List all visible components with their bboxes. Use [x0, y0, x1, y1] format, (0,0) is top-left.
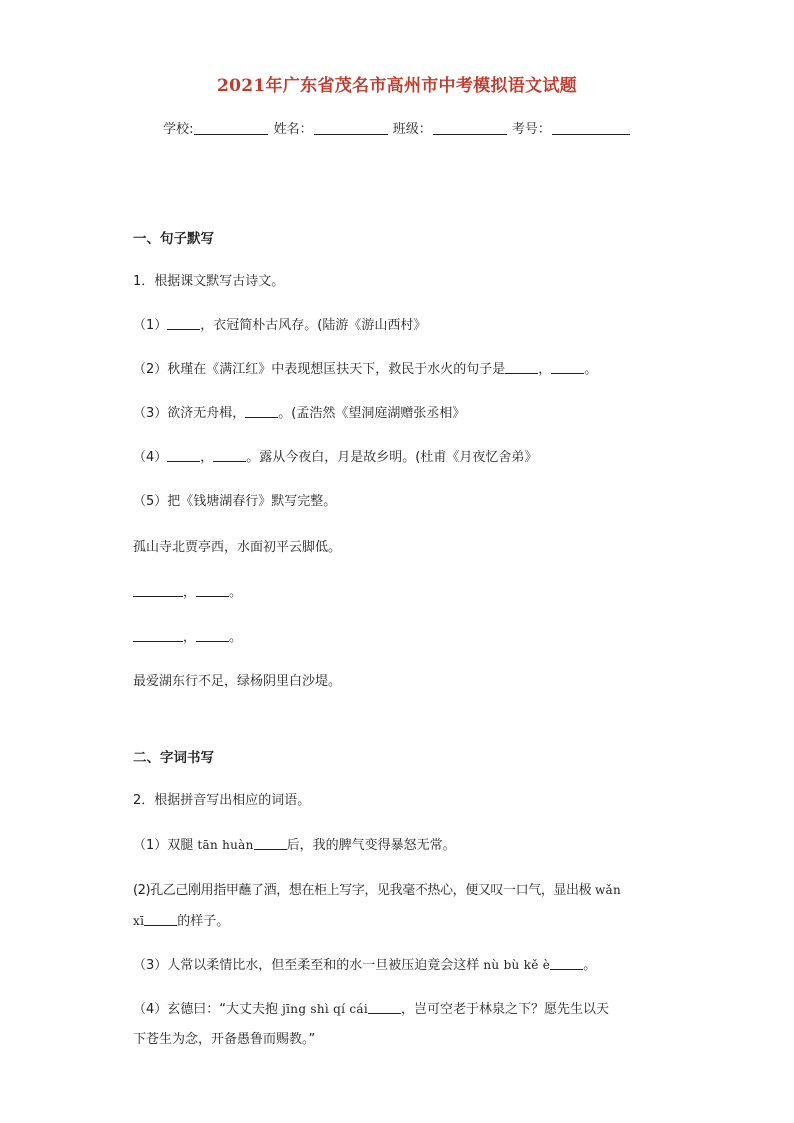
sub-question-text: （3）人常以柔情比水，但至柔至和的水一旦被压迫竟会这样: [133, 958, 484, 973]
answer-blank[interactable]: [167, 317, 200, 330]
sub-question-2-cont: [133, 912, 673, 931]
sub-question-text: 。: [584, 362, 598, 377]
sub-question-text: 。: [583, 958, 597, 973]
punctuation: ，: [183, 585, 197, 600]
school-label: 学校:: [163, 122, 194, 137]
pinyin: tān huàn: [197, 838, 254, 852]
answer-blank[interactable]: [368, 1001, 401, 1014]
pinyin: xī: [133, 914, 145, 928]
sub-question-1: [133, 317, 673, 335]
poem-blank-row: [133, 629, 673, 647]
answer-blank[interactable]: [245, 405, 278, 418]
name-label: 姓名：: [273, 122, 313, 137]
sub-question-4-cont: 下苍生为念，开备愚鲁而赐教。”: [133, 1032, 316, 1047]
school-blank[interactable]: [194, 122, 268, 135]
section-heading: 一、句子默写: [133, 231, 214, 247]
sub-question-1: [133, 836, 673, 855]
sub-question-text: （2）秋瑾在《满江红》中表现想匡扶天下，救民于水火的句子是: [133, 362, 506, 377]
question-stem: 2．根据拼音写出相应的词语。: [133, 793, 311, 808]
answer-blank[interactable]: [213, 449, 246, 462]
sub-question-text: ，: [538, 362, 552, 377]
sub-question-text: 的样子。: [177, 914, 230, 929]
sub-question-text: 。露从今夜白，月是故乡明。(杜甫《月夜忆舍弟》: [246, 450, 538, 465]
pinyin: wǎn: [594, 883, 622, 897]
pinyin: jīng shì qí cái: [282, 1002, 369, 1016]
exam-no-blank[interactable]: [552, 122, 630, 135]
sub-question-text: 。(孟浩然《望洞庭湖赠张丞相》: [278, 406, 466, 421]
sub-question-text: （3）欲济无舟楫，: [133, 406, 246, 421]
answer-blank[interactable]: [133, 584, 183, 597]
poem-line: 孤山寺北贾亭西，水面初平云脚低。: [133, 540, 342, 555]
poem-blank-row: [133, 584, 673, 602]
question-stem: 1．根据课文默写古诗文。: [133, 274, 285, 289]
sub-question-5: （5）把《钱塘湖春行》默写完整。: [133, 494, 337, 509]
sub-question-3: [133, 956, 673, 975]
answer-blank[interactable]: [144, 913, 177, 926]
answer-blank[interactable]: [133, 629, 183, 642]
punctuation: 。: [229, 630, 243, 645]
answer-blank[interactable]: [196, 629, 229, 642]
pinyin: nù bù kě è: [483, 958, 551, 972]
sub-question-text: ，岂可空老于林泉之下？愿先生以天: [401, 1002, 610, 1017]
answer-blank[interactable]: [551, 361, 584, 374]
page-title: 2021年广东省茂名市高州市中考模拟语文试题: [217, 76, 577, 96]
sub-question-text: ，衣冠简朴古风存。(陆游《游山西村》: [200, 318, 427, 333]
student-info-row: [0, 118, 794, 137]
class-blank[interactable]: [433, 122, 507, 135]
answer-blank[interactable]: [505, 361, 538, 374]
sub-question-text: （4）玄德曰：“大丈夫抱: [133, 1002, 283, 1017]
sub-question-text: （1）双腿: [133, 838, 198, 853]
punctuation: ，: [183, 630, 197, 645]
sub-question-3: [133, 405, 673, 423]
poem-line: 最爱湖东行不足，绿杨阴里白沙堤。: [133, 674, 342, 689]
answer-blank[interactable]: [167, 449, 200, 462]
answer-blank[interactable]: [254, 837, 287, 850]
sub-question-2: [133, 361, 673, 379]
sub-question-text: 后，我的脾气变得暴怒无常。: [286, 838, 456, 853]
section-heading: 二、字词书写: [133, 750, 214, 766]
sub-question-text: (2)孔乙己刚用指甲蘸了酒，想在柜上写字，见我毫不热心，便又叹一口气，显出极: [133, 883, 595, 898]
answer-blank[interactable]: [196, 584, 229, 597]
sub-question-4: [133, 1000, 673, 1019]
class-label: 班级：: [392, 122, 432, 137]
sub-question-text: （4）: [133, 450, 168, 465]
exam-no-label: 考号：: [511, 122, 551, 137]
punctuation: 。: [229, 585, 243, 600]
sub-question-4: [133, 449, 673, 467]
name-blank[interactable]: [314, 122, 388, 135]
sub-question-text: （1）: [133, 318, 168, 333]
answer-blank[interactable]: [550, 957, 583, 970]
sub-question-text: ，: [200, 450, 214, 465]
sub-question-2: [133, 881, 673, 900]
